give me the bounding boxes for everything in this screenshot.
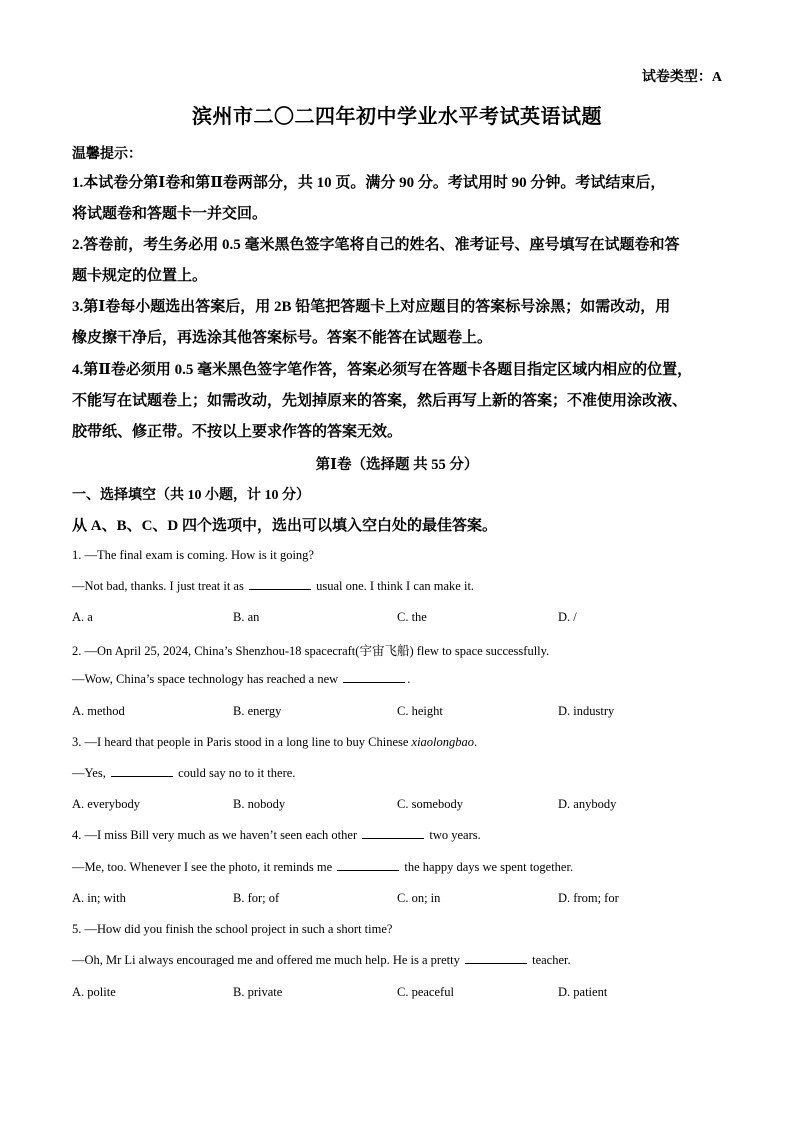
option-d: D. from; for: [558, 891, 619, 905]
option-a: A. everybody: [72, 797, 141, 811]
answer-blank: [362, 828, 424, 839]
option-b: B. private: [233, 985, 283, 999]
tip-line: 1.本试卷分第Ⅰ卷和第Ⅱ卷两部分，共 10 页。满分 90 分。考试用时 90 分钟。考试结束后，: [72, 175, 666, 191]
text: two years.: [429, 828, 481, 842]
option-c: C. on; in: [397, 891, 441, 905]
question-1-line1: 1. —The final exam is coming. How is it going?: [72, 548, 314, 562]
text: .: [474, 735, 478, 749]
question-3-line1: [72, 735, 477, 750]
option-d: D. industry: [558, 704, 615, 718]
answer-blank: [465, 953, 527, 964]
text: —Me, too. Whenever I see the photo, it reminds me: [72, 860, 333, 874]
text: —Wow, China’s space technology has reached a new: [72, 672, 339, 686]
italic-word: xiaolongbao: [411, 735, 475, 749]
option-a: A. method: [72, 704, 125, 718]
text: usual one. I think I can make it.: [316, 579, 475, 593]
option-c: C. height: [397, 704, 443, 718]
text: 3. —I heard that people in Paris stood in a long line to buy Chinese: [72, 735, 409, 749]
page-title: 滨州市二〇二四年初中学业水平考试英语试题: [192, 106, 602, 128]
option-a: A. polite: [72, 985, 116, 999]
question-1-line2: [72, 579, 474, 594]
option-d: D. patient: [558, 985, 608, 999]
question-5-line1: 5. —How did you finish the school project in such a short time?: [72, 922, 393, 936]
question-4-line2: [72, 860, 573, 875]
text: teacher.: [532, 953, 571, 967]
option-d: D. /: [558, 610, 577, 624]
tip-line: 不能写在试题卷上；如需改动，先划掉原来的答案，然后再写上新的答案；不准使用涂改液、: [72, 393, 688, 409]
tip-line: 4.第Ⅱ卷必须用 0.5 毫米黑色签字笔作答，答案必须写在答题卡各题目指定区域内相应的位置，: [72, 362, 693, 378]
question-3-line2: [72, 766, 295, 781]
option-c: C. somebody: [397, 797, 463, 811]
text: 4. —I miss Bill very much as we haven’t seen each other: [72, 828, 358, 842]
tip-line: 2.答卷前，考生务必用 0.5 毫米黑色签字笔将自己的姓名、准考证号、座号填写在试题卷和答: [72, 237, 680, 253]
question-2-line1: 2. —On April 25, 2024, China’s Shenzhou-18 spacecraft(宇宙飞船) flew to space successfully.: [72, 644, 550, 658]
text: —Oh, Mr Li always encouraged me and offered me much help. He is a pretty: [72, 953, 460, 967]
answer-blank: [343, 672, 405, 683]
option-c: C. peaceful: [397, 985, 454, 999]
tip-line: 橡皮擦干净后，再选涂其他答案标号。答案不能答在试题卷上。: [72, 330, 493, 346]
question-2-line2: [72, 672, 410, 687]
tip-line: 3.第Ⅰ卷每小题选出答案后，用 2B 铅笔把答题卡上对应题目的答案标号涂黑；如需改动，用: [72, 299, 671, 315]
tip-line: 胶带纸、修正带。不按以上要求作答的答案无效。: [72, 424, 403, 440]
answer-blank: [249, 579, 311, 590]
tip-line: 题卡规定的位置上。: [72, 268, 208, 284]
option-b: B. for; of: [233, 891, 280, 905]
answer-blank: [111, 766, 173, 777]
option-c: C. the: [397, 610, 427, 624]
section-instruction: 从 A、B、C、D 四个选项中，选出可以填入空白处的最佳答案。: [72, 518, 498, 534]
option-a: A. in; with: [72, 891, 126, 905]
text: the happy days we spent together.: [404, 860, 574, 874]
question-4-line1: [72, 828, 481, 843]
text: —Not bad, thanks. I just treat it as: [72, 579, 244, 593]
option-d: D. anybody: [558, 797, 617, 811]
option-a: A. a: [72, 610, 93, 624]
option-b: B. nobody: [233, 797, 286, 811]
text: could say no to it there.: [178, 766, 296, 780]
paper-type: 试卷类型：A: [641, 70, 722, 85]
option-b: B. an: [233, 610, 260, 624]
part1-title: 第Ⅰ卷（选择题 共 55 分）: [315, 457, 479, 473]
text: —Yes,: [72, 766, 106, 780]
text: .: [407, 672, 411, 686]
answer-blank: [337, 860, 399, 871]
tips-heading: 温馨提示：: [72, 147, 142, 162]
option-b: B. energy: [233, 704, 282, 718]
section-title: 一、选择填空（共 10 小题，计 10 分）: [72, 488, 310, 503]
tip-line: 将试题卷和答题卡一并交回。: [72, 206, 268, 222]
question-5-line2: [72, 953, 571, 968]
